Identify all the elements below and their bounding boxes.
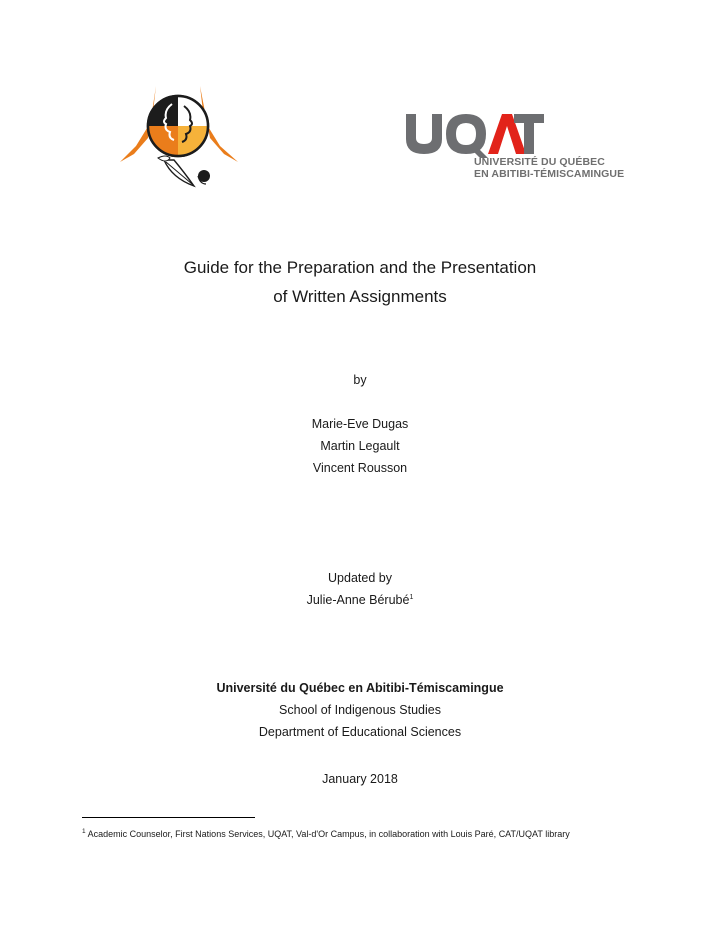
author-3: Vincent Rousson xyxy=(312,461,408,475)
department-name: Department of Educational Sciences xyxy=(258,725,462,739)
footnote-text: Academic Counselor, First Nations Services, UQAT, Val-d'Or Campus, in collaboration with Louis Paré, CAT/UQAT library xyxy=(87,829,570,839)
publication-date: January 2018 xyxy=(322,772,398,786)
document-title-line2: of Written Assignments xyxy=(273,287,447,306)
institution-name: Université du Québec en Abitibi-Témiscamingue xyxy=(216,681,504,695)
updater-name: Julie-Anne Bérubé xyxy=(306,593,410,607)
author-2: Martin Legault xyxy=(320,439,400,453)
uqat-logo xyxy=(404,112,625,182)
medicine-wheel-feather-logo-icon xyxy=(114,80,244,192)
document-title-line1: Guide for the Preparation and the Presentation xyxy=(183,258,537,277)
uqat-subtitle-line2: EN ABITIBI-TÉMISCAMINGUE xyxy=(474,168,625,180)
by-label: by xyxy=(353,373,367,387)
uqat-subtitle-line1: UNIVERSITÉ DU QUÉBEC xyxy=(474,156,605,168)
footnote-ref: 1 xyxy=(409,593,414,601)
updater-line xyxy=(0,589,720,611)
uqat-wordmark-icon xyxy=(404,112,544,160)
school-name: School of Indigenous Studies xyxy=(279,703,441,717)
author-1: Marie-Eve Dugas xyxy=(311,417,409,431)
footnote xyxy=(82,829,570,839)
updated-by-label: Updated by xyxy=(328,571,392,585)
medicine-wheel-logo xyxy=(114,80,244,192)
footnote-divider xyxy=(82,817,255,818)
footnote-number: 1 xyxy=(82,828,86,835)
